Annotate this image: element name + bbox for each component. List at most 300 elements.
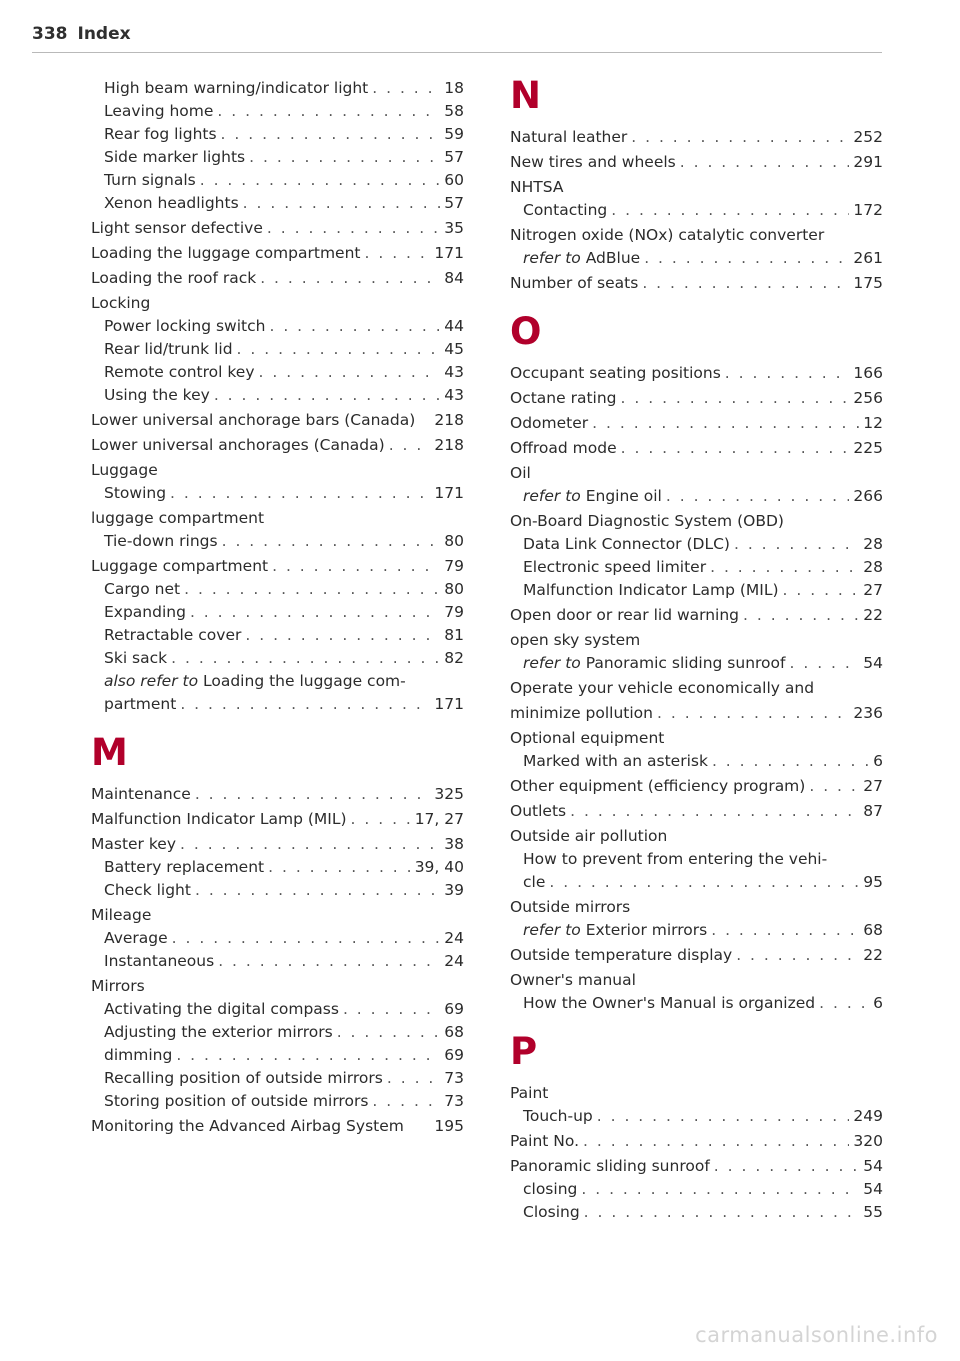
entry-label [523, 1178, 577, 1200]
index-entry [91, 338, 464, 360]
entry-page: 320 [853, 1132, 883, 1150]
entry-label [91, 292, 150, 314]
entry-page: 54 [863, 1180, 883, 1198]
entry-label [91, 459, 158, 481]
leader-dots [184, 578, 440, 600]
entry-page: 38 [444, 835, 464, 853]
entry-label [104, 1067, 383, 1089]
leader-dots [621, 437, 850, 459]
index-entry [510, 462, 883, 484]
index-entry [91, 998, 464, 1020]
entry-page: 45 [444, 340, 464, 358]
entry-text: Optional equipment [510, 729, 665, 747]
entry-text: Malfunction Indicator Lamp (MIL) [91, 810, 347, 828]
index-entry [91, 1115, 464, 1137]
entry-page: 225 [853, 439, 883, 457]
index-entry [91, 267, 464, 289]
entry-text: Maintenance [91, 785, 191, 803]
entry-label [104, 77, 368, 99]
entry-text: Battery replacement [104, 858, 265, 876]
index-entry [510, 485, 883, 507]
index-entry [91, 693, 464, 715]
header-rule [32, 52, 882, 53]
page-number: 338 [32, 24, 68, 44]
entry-page: 291 [853, 153, 883, 171]
index-entry [91, 100, 464, 122]
entry-label [523, 247, 640, 269]
entry-label [510, 126, 627, 148]
leader-dots [809, 775, 859, 797]
entry-label [510, 677, 814, 699]
index-entry [510, 871, 883, 893]
entry-refer-to: refer to [523, 921, 581, 939]
index-entry [91, 1090, 464, 1112]
entry-text: Owner's manual [510, 971, 636, 989]
entry-text: Odometer [510, 414, 589, 432]
entry-page: 27 [863, 777, 883, 795]
entry-text: Outlets [510, 802, 567, 820]
index-entry [510, 126, 883, 148]
index-entry [91, 904, 464, 926]
entry-text: Activating the digital compass [104, 1000, 339, 1018]
entry-label [510, 510, 784, 532]
entry-page: 35 [444, 219, 464, 237]
entry-refer-to: refer to [523, 487, 581, 505]
entry-label [104, 879, 191, 901]
leader-dots [343, 998, 440, 1020]
entry-page: 43 [444, 363, 464, 381]
entry-text: Paint No. [510, 1132, 580, 1150]
entry-label [104, 624, 241, 646]
entry-page: 27 [863, 581, 883, 599]
leader-dots [725, 362, 850, 384]
entry-text: Outside temperature display [510, 946, 733, 964]
leader-dots [171, 647, 440, 669]
page-title: Index [77, 24, 131, 44]
index-entry [510, 727, 883, 749]
entry-label [523, 919, 707, 941]
entry-label [510, 604, 739, 626]
section-letter: O [510, 310, 542, 353]
entry-text: High beam warning/indicator light [104, 79, 369, 97]
entry-page: 24 [444, 929, 464, 947]
index-entry [510, 556, 883, 578]
entry-page: 261 [853, 249, 883, 267]
entry-page: 17, 27 [414, 810, 464, 828]
index-entry [510, 1178, 883, 1200]
index-entry [510, 944, 883, 966]
entry-text: Other equipment (efficiency program) [510, 777, 806, 795]
entry-page: 256 [853, 389, 883, 407]
entry-text: How the Owner's Manual is organized [523, 994, 816, 1012]
entry-page: 60 [444, 171, 464, 189]
entry-text: Recalling position of outside mirrors [104, 1069, 383, 1087]
page-header [32, 24, 882, 44]
entry-label [510, 629, 640, 651]
leader-dots [364, 242, 430, 264]
index-entry [510, 272, 883, 294]
entry-label [104, 123, 217, 145]
entry-label [523, 848, 827, 870]
entry-text: Paint [510, 1084, 549, 1102]
entry-text: Operate your vehicle economically and [510, 679, 815, 697]
entry-label [523, 199, 607, 221]
entry-text: Tie-down rings [104, 532, 218, 550]
entry-refer-to: also refer to [104, 672, 199, 690]
entry-text: Octane rating [510, 389, 617, 407]
index-entry [510, 800, 883, 822]
entry-text: Mirrors [91, 977, 145, 995]
entry-page: 218 [434, 411, 464, 429]
entry-label [104, 578, 180, 600]
entry-label [91, 217, 263, 239]
index-entry [91, 482, 464, 504]
entry-text: Outside air pollution [510, 827, 668, 845]
leader-dots [644, 247, 849, 269]
leader-dots [268, 856, 411, 878]
leader-dots [710, 556, 859, 578]
entry-text: Closing [523, 1203, 580, 1221]
index-entry [510, 775, 883, 797]
entry-text: Mileage [91, 906, 152, 924]
entry-text: Contacting [523, 201, 608, 219]
entry-page: 95 [863, 873, 883, 891]
entry-label [104, 693, 176, 715]
entry-text: Instantaneous [104, 952, 215, 970]
entry-text: Ski sack [104, 649, 168, 667]
entry-text: Electronic speed limiter [523, 558, 707, 576]
entry-text: Storing position of outside mirrors [104, 1092, 369, 1110]
index-entry [91, 217, 464, 239]
entry-label [104, 856, 264, 878]
entry-text: Outside mirrors [510, 898, 631, 916]
leader-dots [176, 1044, 440, 1066]
leader-dots [243, 192, 441, 214]
index-entry [91, 146, 464, 168]
leader-dots [267, 217, 440, 239]
entry-page: 6 [873, 752, 883, 770]
entry-label [523, 1201, 580, 1223]
leader-dots [657, 702, 849, 724]
entry-label [91, 833, 176, 855]
entry-label [104, 1090, 368, 1112]
entry-text: Loading the roof rack [91, 269, 257, 287]
entry-page: 57 [444, 194, 464, 212]
entry-label [510, 800, 566, 822]
entry-page: 44 [444, 317, 464, 335]
entry-page: 218 [434, 436, 464, 454]
leader-dots [583, 1130, 849, 1152]
entry-text: Engine oil [585, 487, 662, 505]
entry-text: Side marker lights [104, 148, 246, 166]
entry-page: 73 [444, 1092, 464, 1110]
index-entry [510, 387, 883, 409]
entry-text: Rear fog lights [104, 125, 217, 143]
index-entry [91, 647, 464, 669]
leader-dots [180, 693, 430, 715]
entry-label [104, 601, 186, 623]
entry-label [104, 146, 245, 168]
leader-dots [195, 783, 431, 805]
entry-label [104, 1044, 172, 1066]
index-entry [510, 579, 883, 601]
entry-label [510, 896, 630, 918]
index-entry [510, 896, 883, 918]
index-entry [510, 1201, 883, 1223]
entry-page: 43 [444, 386, 464, 404]
entry-page: 69 [444, 1000, 464, 1018]
leader-dots [597, 1105, 850, 1127]
entry-label [523, 533, 730, 555]
entry-page: 22 [863, 606, 883, 624]
entry-label [510, 387, 617, 409]
entry-label [91, 783, 191, 805]
leader-dots [237, 338, 441, 360]
index-entry [510, 224, 883, 246]
entry-text: Leaving home [104, 102, 214, 120]
entry-page: 81 [444, 626, 464, 644]
entry-label [104, 647, 167, 669]
index-entry [510, 629, 883, 651]
leader-dots [712, 750, 869, 772]
entry-label [104, 338, 233, 360]
entry-label [91, 808, 347, 830]
leader-dots [642, 272, 849, 294]
entry-text: Luggage compartment [91, 557, 269, 575]
entry-label [510, 727, 664, 749]
entry-text: dimming [104, 1046, 173, 1064]
entry-text: Exterior mirrors [585, 921, 708, 939]
leader-dots [549, 871, 859, 893]
entry-label [510, 362, 721, 384]
entry-text: Monitoring the Advanced Airbag System [91, 1117, 404, 1135]
entry-page: 236 [853, 704, 883, 722]
entry-page: 55 [863, 1203, 883, 1221]
section-letter: P [510, 1030, 538, 1073]
index-column-left [91, 76, 464, 1137]
index-entry [91, 879, 464, 901]
index-column-right [510, 76, 883, 1223]
entry-page: 58 [444, 102, 464, 120]
entry-page: 54 [863, 1157, 883, 1175]
index-entry [510, 919, 883, 941]
entry-label [91, 507, 264, 529]
entry-text: Average [104, 929, 168, 947]
entry-label [91, 555, 268, 577]
entry-page: 59 [444, 125, 464, 143]
leader-dots [736, 944, 859, 966]
entry-page: 24 [444, 952, 464, 970]
index-entry [91, 624, 464, 646]
entry-label [104, 482, 166, 504]
index-entry [91, 808, 464, 830]
entry-label [510, 969, 636, 991]
index-entry [91, 555, 464, 577]
entry-text: Expanding [104, 603, 186, 621]
leader-dots [214, 384, 440, 406]
index-entry [91, 783, 464, 805]
index-entry [91, 192, 464, 214]
entry-page: 195 [434, 1117, 464, 1135]
entry-text: Light sensor defective [91, 219, 263, 237]
leader-dots [611, 199, 849, 221]
entry-page: 171 [434, 484, 464, 502]
entry-label [510, 412, 588, 434]
entry-page: 87 [863, 802, 883, 820]
index-entry [510, 992, 883, 1014]
leader-dots [200, 169, 441, 191]
index-entry [91, 123, 464, 145]
leader-dots [260, 267, 440, 289]
entry-text: How to prevent from entering the vehi- [523, 850, 828, 868]
leader-dots [172, 927, 441, 949]
entry-text: Number of seats [510, 274, 639, 292]
entry-text: Lower universal anchorage bars (Canada) [91, 411, 416, 429]
leader-dots [734, 533, 859, 555]
entry-label [104, 530, 218, 552]
entry-text: Lower universal anchorages (Canada) [91, 436, 385, 454]
index-entry [510, 151, 883, 173]
entry-refer-to: refer to [523, 249, 581, 267]
entry-text: Rear lid/trunk lid [104, 340, 233, 358]
entry-label [510, 1130, 579, 1152]
leader-dots [245, 624, 440, 646]
watermark: carmanualsonline.info [695, 1323, 938, 1347]
leader-dots [592, 412, 859, 434]
index-entry [510, 825, 883, 847]
leader-dots [218, 950, 440, 972]
entry-text: Malfunction Indicator Lamp (MIL) [523, 581, 779, 599]
index-entry [510, 412, 883, 434]
entry-text: On-Board Diagnostic System (OBD) [510, 512, 784, 530]
entry-page: 82 [444, 649, 464, 667]
entry-label [104, 315, 265, 337]
entry-page: 171 [434, 244, 464, 262]
leader-dots [621, 387, 850, 409]
entry-page: 73 [444, 1069, 464, 1087]
entry-page: 12 [863, 414, 883, 432]
index-entry [91, 530, 464, 552]
index-entry [91, 975, 464, 997]
entry-text: luggage compartment [91, 509, 265, 527]
leader-dots [372, 77, 440, 99]
entry-label [523, 556, 706, 578]
entry-page: 68 [444, 1023, 464, 1041]
entry-label [91, 975, 145, 997]
section-letter: M [91, 731, 128, 774]
leader-dots [570, 800, 859, 822]
index-entry [91, 292, 464, 314]
entry-page: 172 [853, 201, 883, 219]
leader-dots [581, 1178, 859, 1200]
entry-text: Marked with an asterisk [523, 752, 708, 770]
entry-text: Cargo net [104, 580, 181, 598]
entry-page: 22 [863, 946, 883, 964]
entry-page: 28 [863, 535, 883, 553]
index-entry [91, 670, 464, 692]
entry-text: Master key [91, 835, 176, 853]
entry-label [523, 992, 815, 1014]
leader-dots [221, 123, 441, 145]
entry-text: New tires and wheels [510, 153, 676, 171]
leader-dots [351, 808, 411, 830]
leader-dots [631, 126, 849, 148]
entry-label [510, 224, 824, 246]
entry-text: open sky system [510, 631, 641, 649]
index-entry [91, 361, 464, 383]
index-entry [91, 315, 464, 337]
entry-label [510, 1082, 548, 1104]
entry-text: AdBlue [585, 249, 641, 267]
index-entry [91, 1044, 464, 1066]
index-entry [91, 927, 464, 949]
index-entry [91, 459, 464, 481]
entry-text: closing [523, 1180, 578, 1198]
entry-label [510, 151, 676, 173]
entry-label [91, 434, 385, 456]
entry-label [510, 825, 667, 847]
entry-label [104, 670, 406, 692]
entry-text: Natural leather [510, 128, 628, 146]
leader-dots [584, 1201, 860, 1223]
entry-page: 18 [444, 79, 464, 97]
entry-page: 69 [444, 1046, 464, 1064]
entry-text: Locking [91, 294, 151, 312]
index-entry [91, 384, 464, 406]
entry-text: partment [104, 695, 177, 713]
leader-dots [389, 434, 431, 456]
leader-dots [714, 1155, 859, 1177]
entry-page: 80 [444, 532, 464, 550]
entry-label [104, 384, 210, 406]
leader-dots [180, 833, 440, 855]
entry-page: 54 [863, 654, 883, 672]
entry-refer-to: refer to [523, 654, 581, 672]
index-entry [91, 1067, 464, 1089]
entry-page: 39 [444, 881, 464, 899]
index-entry [91, 77, 464, 99]
index-entry [510, 750, 883, 772]
entry-label [510, 462, 531, 484]
entry-page: 79 [444, 557, 464, 575]
leader-dots [680, 151, 850, 173]
entry-label [104, 361, 255, 383]
entry-text: Occupant seating positions [510, 364, 721, 382]
entry-text: Xenon headlights [104, 194, 239, 212]
entry-text: Data Link Connector (DLC) [523, 535, 730, 553]
entry-label [91, 242, 360, 264]
entry-page: 166 [853, 364, 883, 382]
entry-label [523, 1105, 593, 1127]
entry-page: 84 [444, 269, 464, 287]
entry-text: Power locking switch [104, 317, 266, 335]
leader-dots [170, 482, 430, 504]
entry-text: Offroad mode [510, 439, 617, 457]
leader-dots [790, 652, 860, 674]
entry-page: 80 [444, 580, 464, 598]
entry-text: Nitrogen oxide (NOx) catalytic converter [510, 226, 825, 244]
index-entry [91, 409, 464, 431]
entry-text: Remote control key [104, 363, 255, 381]
entry-page: 57 [444, 148, 464, 166]
index-entry [91, 434, 464, 456]
entry-label [510, 1155, 710, 1177]
leader-dots [249, 146, 440, 168]
index-entry [510, 247, 883, 269]
entry-page: 175 [853, 274, 883, 292]
entry-page: 252 [853, 128, 883, 146]
index-entry [510, 604, 883, 626]
